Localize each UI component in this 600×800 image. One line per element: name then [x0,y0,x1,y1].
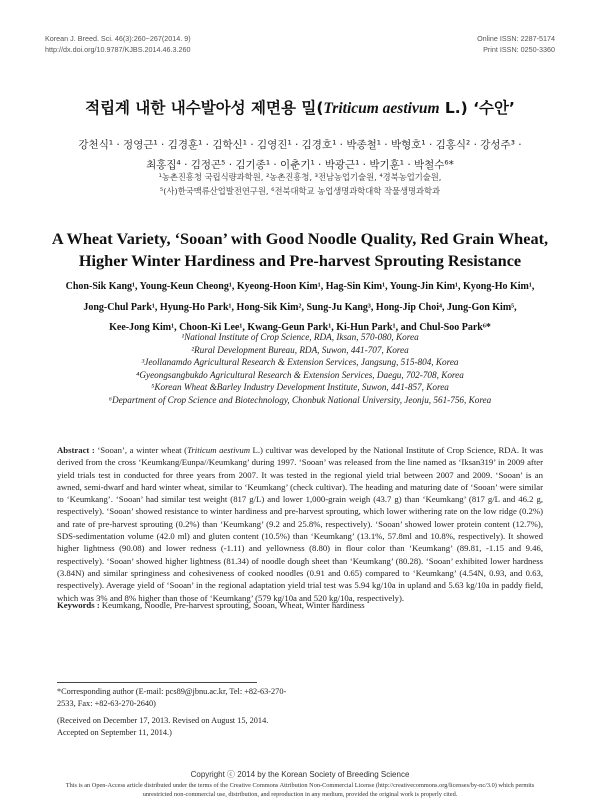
korean-authors [40,135,560,175]
abstract-text-2: L.) cultivar was developed by the National Institute of Crop Science, RDA. It was derived from the cross ‘Keumkang/Eunpa//Keumkang’ during 1997. ‘Sooan’ was released from the line named as ‘Iksan319’ in 2009 after yield trials test in conducted for three years from 2007. It was tested in the regional yield trial between 2007 and 2009. ‘Sooan’ is an awned, semi-dwarf and hard winter wheat, similar to ‘Keumkang’ (check cultivar). The heading and maturing date of ‘Sooan’ were similar to ‘Keumkang’. ‘Sooan’ had similar test weight (817 g/L) and lower 1,000-grain weigh (43.7 g) than ‘Keumkang’ (817 g/L and 46.2 g, respectively). ‘Sooan’ showed resistance to winter hardiness and pre-harvest sprouting, which lower withering rate on the low ridge (0.2%) and rate of pre-harvest sprouting (0.2%) than ‘Keumkang’ (9.2 and 25.8%, respectively). ‘Sooan’ showed lower protein content (12.7%), SDS-sedimentation volume (42.0 ml) and gluten content (10.5%) than ‘Keumkang’ (13.1%, 57.8ml and 10.8%, respectively). It showed higher lightness (90.08) and lower redness (-1.11) and yellowness (8.80) in flour color than ‘Keumkang’ (89.81, -1.15 and 9.46, respectively). ‘Sooan’ showed higher lightness (81.34) of noodle dough sheet than ‘Keumkang’ (80.28). ‘Sooan’ exhibited lower hardness (3.84N) and similar springiness and cohesiveness of cooked noodles (0.91 and 0.65) compared to ‘Keumkang’ (4.54N, 0.93, and 0.63, respectively). Average yield of ‘Sooan’ in the regional adaptation yield trial test was 5.94 kg/10a in upland and 5.63 kg/10a in paddy field, which was 3% and 8% higher than those of ‘Keumkang’ (579 kg/10a and 520 kg/10a, respectively). [57,445,543,603]
affiliation-6: ⁶Department of Crop Science and Biotechnology, Chonbuk National University, Jeonju, 561-756, Korea [108,394,492,405]
english-authors-line-1: Chon-Sik Kang¹, Young-Keun Cheong¹, Kyeong-Hoon Kim¹, Hag-Sin Kim¹, Young-Jin Kim¹, Kyong-Ho Kim¹, [65,281,535,292]
journal-citation: Korean J. Breed. Sci. 46(3):260~267(2014. 9) [45,34,191,43]
abstract [57,444,543,604]
english-title-line-1: A Wheat Variety, ‘Sooan’ with Good Noodle Quality, Red Grain Wheat, [51,229,549,248]
open-access-notice: This is an Open-Access article distributed under the terms of the Creative Commons Attribution Non-Commercial License (http://creativecommons.org/licenses/by-nc/3.0) which permits unrestricted non-commercial use, distribution, and reproduction in any medium, provided the original work is properly cited. [65,782,535,798]
korean-title [0,96,600,118]
affiliation-3: ³Jeollanamdo Agricultural Research & Extension Services, Jangsung, 515-804, Korea [141,357,459,368]
abstract-species: Triticum aestivum [187,445,250,455]
english-title [0,228,600,272]
accepted-line: Accepted on September 11, 2014.) [57,728,172,737]
abstract-text-1: ‘Sooan’, a winter wheat ( [94,445,188,455]
keywords-label: Keywords : [57,600,100,610]
keywords-text: Keumkang, Noodle, Pre-harvest sprouting, Sooan, Wheat, Winter hardiness [99,600,365,610]
doi-link[interactable]: http://dx.doi.org/10.9787/KJBS.2014.46.3.260 [45,44,191,54]
english-title-line-2: Higher Winter Hardiness and Pre-harvest Sprouting Resistance [78,251,522,270]
affiliation-4: ⁴Gyeongsangbukdo Agricultural Research & Extension Services, Daegu, 702-708, Korea [136,369,464,380]
korean-authors-line-2: 최홍집⁴ · 김정곤⁵ · 김기종¹ · 이춘기¹ · 박광근¹ · 박기훈¹ · 박철수⁶* [146,159,454,171]
affiliation-5: ⁵Korean Wheat &Barley Industry Development Institute, Suwon, 441-857, Korea [151,382,449,393]
korean-title-post: L.) ‘수안’ [439,99,515,117]
korean-affil-line-2: ⁵(사)한국맥류산업발전연구원, ⁶전북대학교 농업생명과학대학 작물생명과학과 [159,186,441,196]
online-issn: Online ISSN: 2287-5174 [477,34,555,43]
footnote-divider [57,682,257,683]
keywords [57,600,543,610]
korean-title-pre: 적립계 내한 내수발아성 제면용 밀( [85,99,324,117]
english-authors [30,277,570,339]
korean-affil-line-1: ¹농촌진흥청 국립식량과학원, ²농촌진흥청, ³전남농업기술원, ⁴경북농업기술원, [158,172,442,182]
header-right [477,34,555,55]
received-dates [57,715,307,739]
english-authors-line-2: Jong-Chul Park¹, Hyung-Ho Park¹, Hong-Sik Kim², Sung-Ju Kang³, Hong-Jip Choi⁴, Jung-Gon Kim⁵, [83,301,517,313]
affiliation-2: ²Rural Development Bureau, RDA, Suwon, 441-707, Korea [191,344,409,355]
corresponding-author-note: *Corresponding author (E-mail: pcs89@jbnu.ac.kr, Tel: +82-63-270-2533, Fax: +82-63-270-2640) [57,687,287,708]
print-issn: Print ISSN: 0250-3360 [483,44,555,54]
copyright-notice: Copyright ⓒ 2014 by the Korean Society of Breeding Science [190,770,410,779]
korean-authors-line-1: 강천식¹ · 정영근¹ · 김경훈¹ · 김학신¹ · 김영진¹ · 김경호¹ · 박종철¹ · 박형호¹ · 김홍식² · 강성주³ · [78,139,522,151]
affiliation-1: ¹National Institute of Crop Science, RDA, Iksan, 570-080, Korea [181,332,419,342]
abstract-label: Abstract : [57,445,95,455]
english-affiliations [60,331,540,407]
korean-title-species: Triticum aestivum [323,100,440,117]
header-left [45,34,191,55]
korean-affiliations [40,170,560,198]
received-line: (Received on December 17, 2013. Revised on August 15, 2014. [57,716,269,725]
english-authors-line-3: Kee-Jong Kim¹, Choon-Ki Lee¹, Kwang-Geun Park¹, Ki-Hun Park¹, and Chul-Soo Park⁶* [109,322,491,333]
